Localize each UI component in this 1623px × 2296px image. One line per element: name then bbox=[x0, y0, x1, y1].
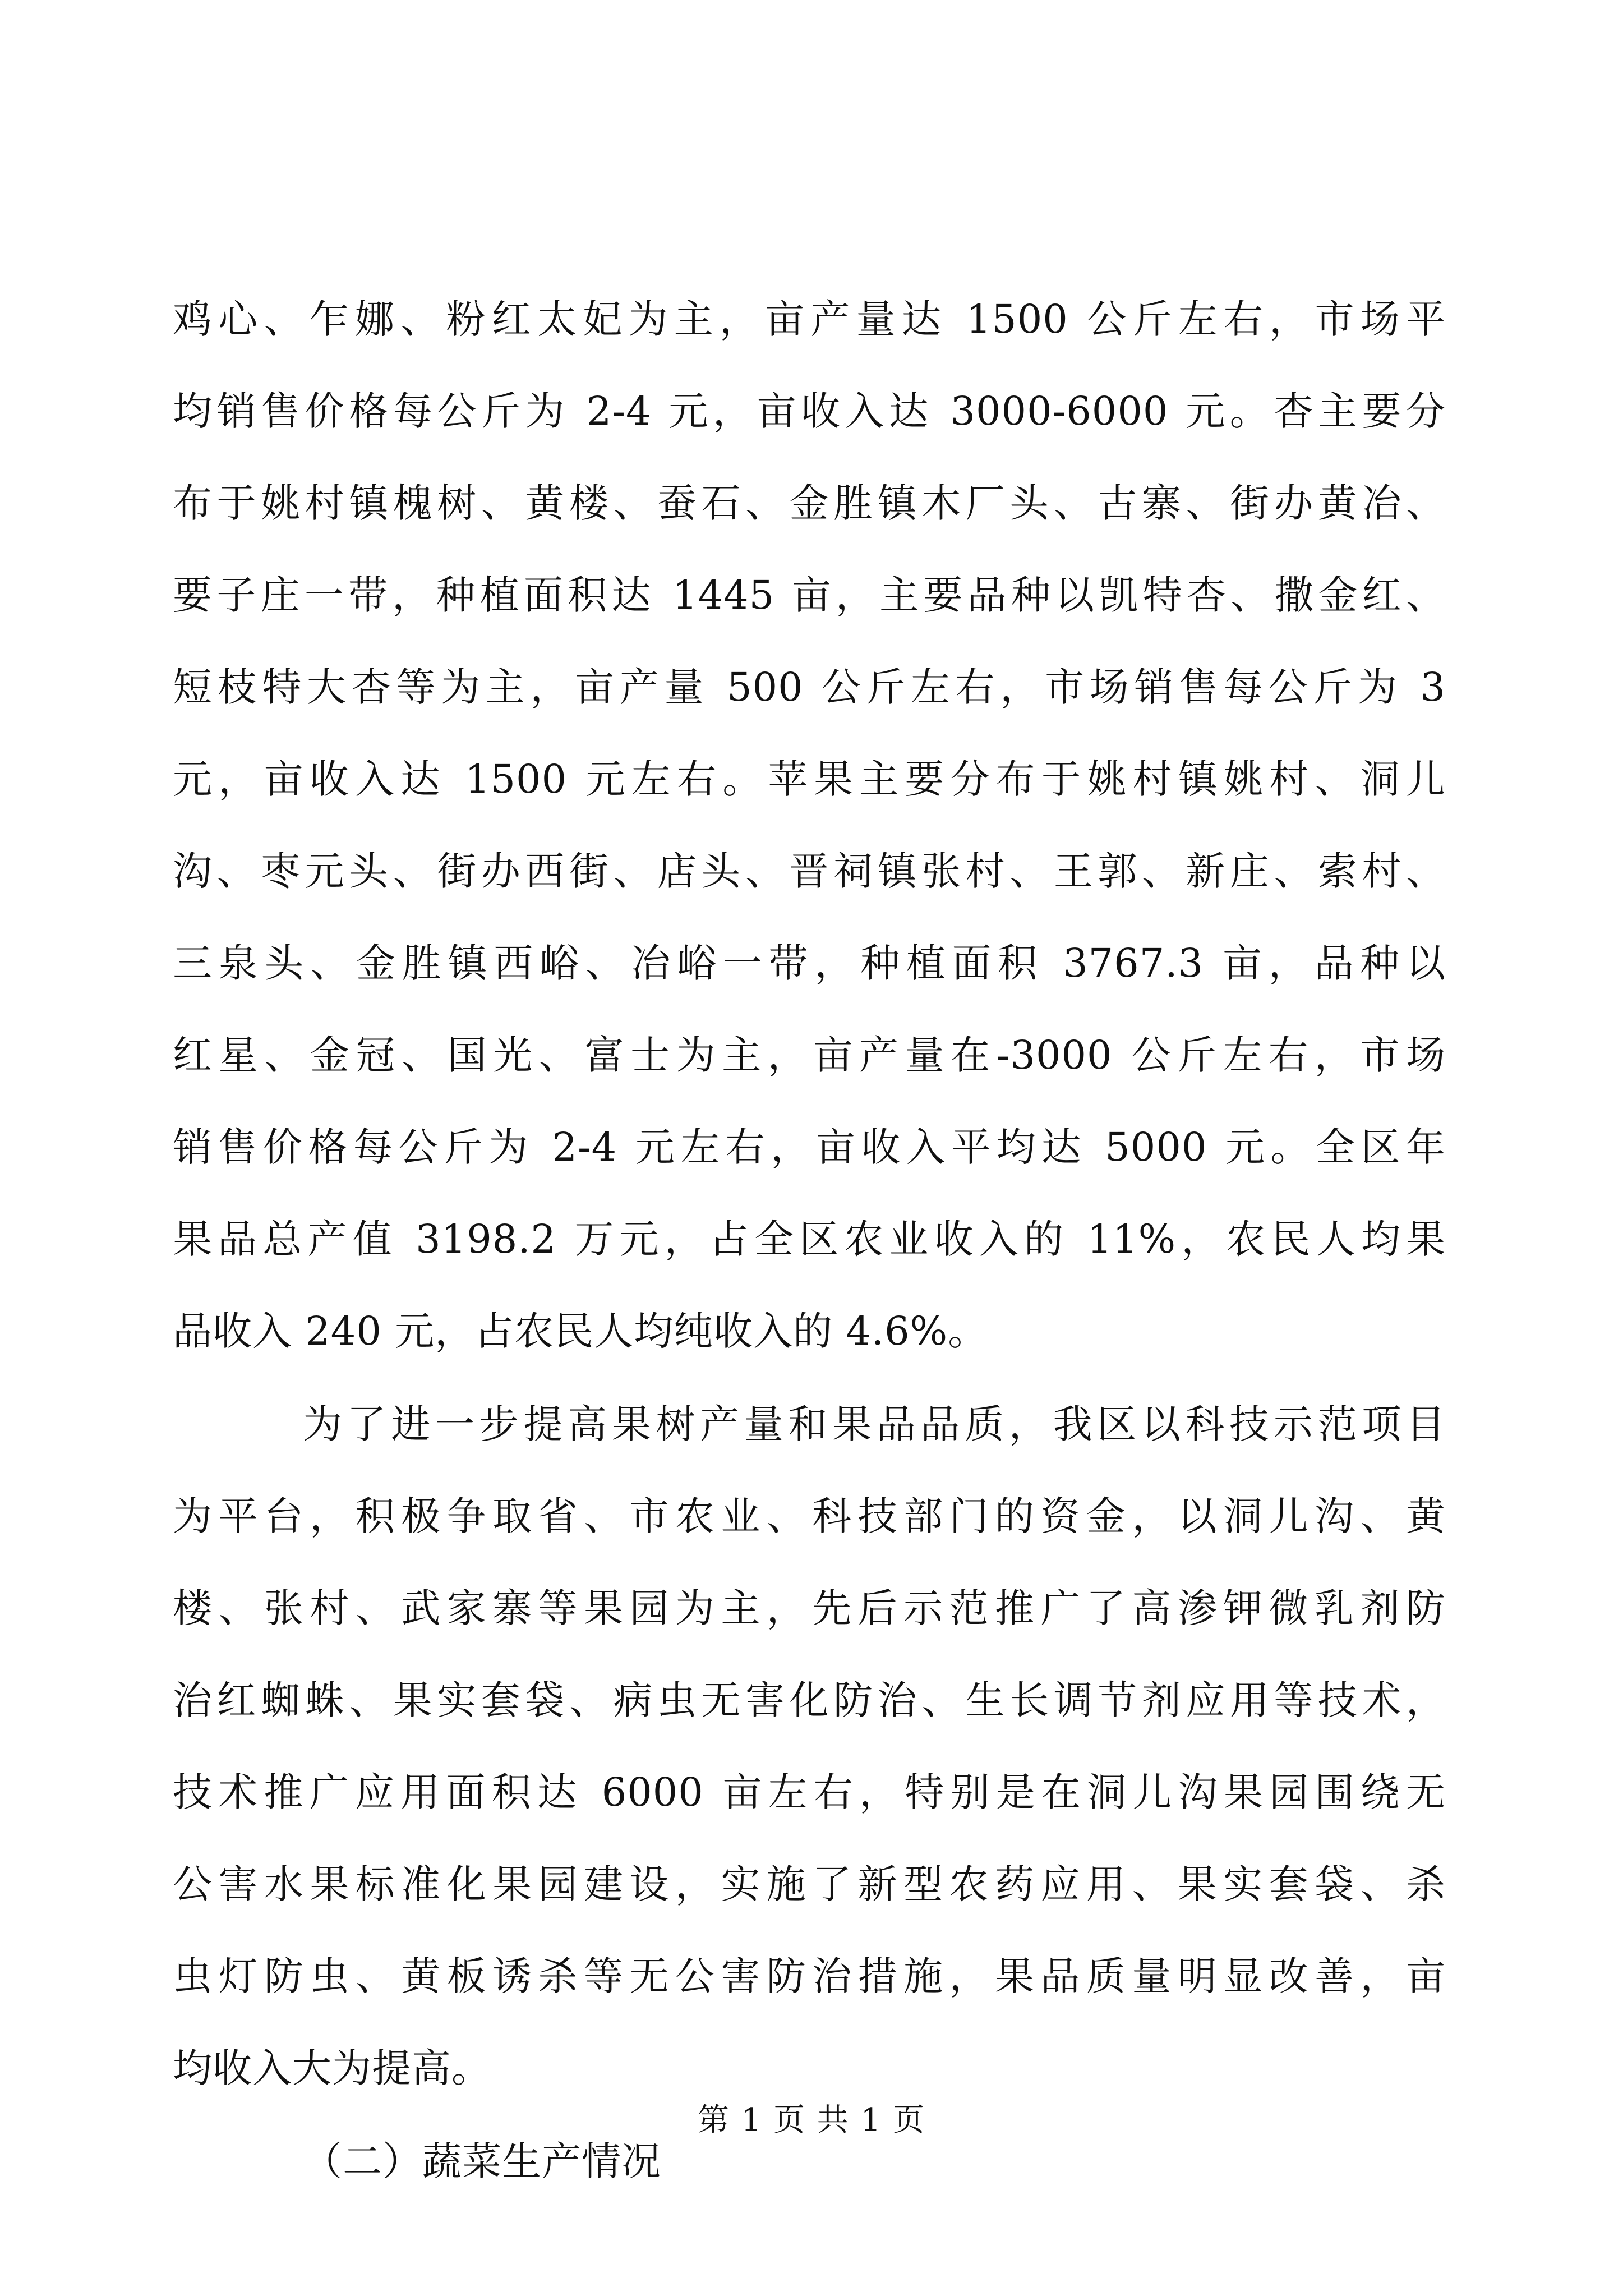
text-line: 果品总产值 3198.2 万元，占全区农业收入的 11%，农民人均果 bbox=[173, 1216, 1446, 1262]
section-heading: （二）蔬菜生产情况 bbox=[303, 2138, 661, 2184]
text-line: 品收入 240 元，占农民人均纯收入的 4.6%。 bbox=[173, 1308, 988, 1354]
text-line: 鸡心、乍娜、粉红太妃为主，亩产量达 1500 公斤左右，市场平 bbox=[173, 296, 1446, 342]
text-line: 沟、枣元头、街办西街、店头、晋祠镇张村、王郭、新庄、索村、 bbox=[173, 848, 1446, 894]
page-number-footer: 第 1 页 共 1 页 bbox=[697, 2102, 926, 2138]
text-line: 布于姚村镇槐树、黄楼、蚕石、金胜镇木厂头、古寨、街办黄冶、 bbox=[173, 480, 1446, 526]
text-line: 短枝特大杏等为主，亩产量 500 公斤左右，市场销售每公斤为 3 bbox=[173, 664, 1446, 710]
text-line: 红星、金冠、国光、富士为主，亩产量在-3000 公斤左右，市场 bbox=[173, 1032, 1446, 1078]
text-line: 技术推广应用面积达 6000 亩左右，特别是在洞儿沟果园围绕无 bbox=[173, 1769, 1446, 1815]
text-line: 治红蜘蛛、果实套袋、病虫无害化防治、生长调节剂应用等技术， bbox=[173, 1677, 1446, 1723]
text-line: 要子庄一带，种植面积达 1445 亩，主要品种以凯特杏、撒金红、 bbox=[173, 572, 1446, 618]
text-line: 销售价格每公斤为 2-4 元左右，亩收入平均达 5000 元。全区年 bbox=[173, 1124, 1446, 1170]
text-line: 均销售价格每公斤为 2-4 元，亩收入达 3000-6000 元。杏主要分 bbox=[173, 388, 1446, 434]
text-line: 虫灯防虫、黄板诱杀等无公害防治措施，果品质量明显改善，亩 bbox=[173, 1953, 1446, 1999]
text-line: 为了进一步提高果树产量和果品品质，我区以科技示范项目 bbox=[303, 1401, 1446, 1447]
text-line: 为平台，积极争取省、市农业、科技部门的资金，以洞儿沟、黄 bbox=[173, 1493, 1446, 1539]
text-line: 公害水果标准化果园建设，实施了新型农药应用、果实套袋、杀 bbox=[173, 1861, 1446, 1907]
text-line: 楼、张村、武家寨等果园为主，先后示范推广了高渗钾微乳剂防 bbox=[173, 1585, 1446, 1631]
text-line: 均收入大为提高。 bbox=[173, 2045, 491, 2091]
text-line: 三泉头、金胜镇西峪、冶峪一带，种植面积 3767.3 亩，品种以 bbox=[173, 940, 1446, 986]
text-line: 元，亩收入达 1500 元左右。苹果主要分布于姚村镇姚村、洞儿 bbox=[173, 756, 1446, 802]
